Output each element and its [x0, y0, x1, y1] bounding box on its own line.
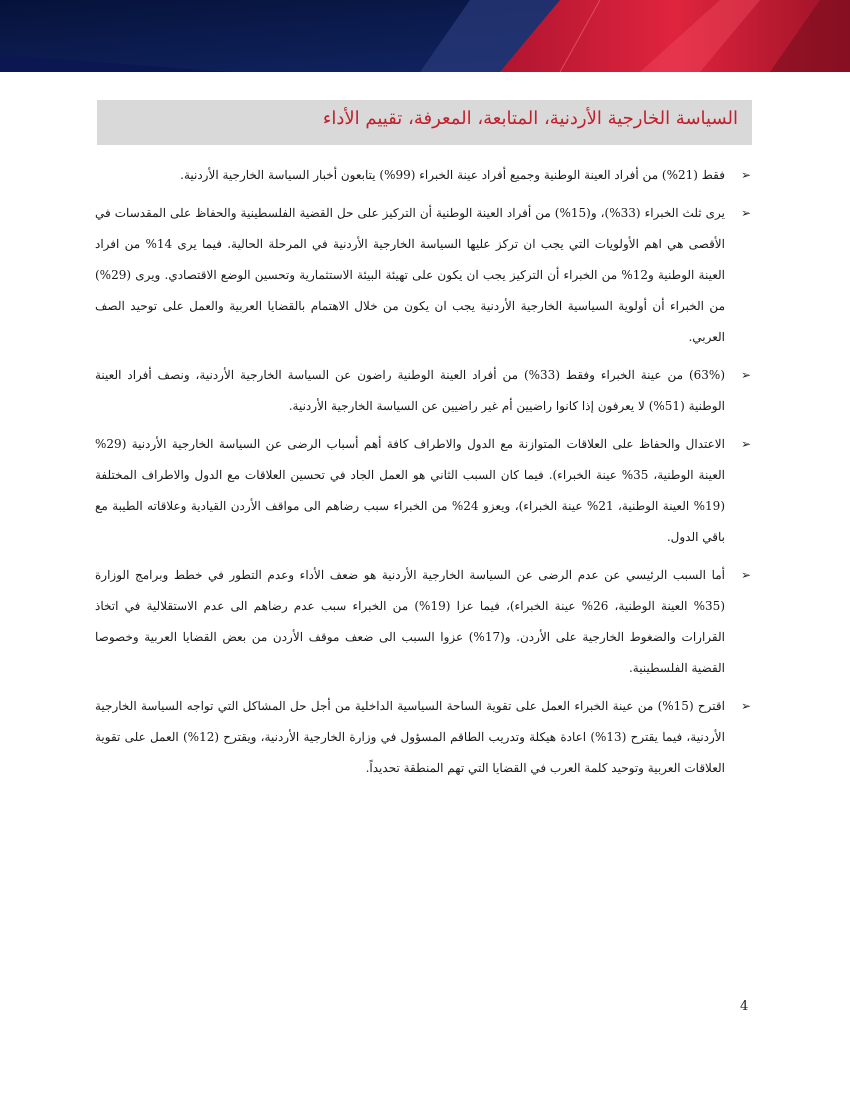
arrowhead-bullet-icon: ➢: [740, 568, 751, 582]
list-item-text: يرى ثلث الخبراء (33%)، و(15%) من أفراد العينة الوطنية أن التركيز على حل القضية الفلسطينية والحفاظ على المقدسات في الأقصى هي اهم الأولويات التي يجب ان تركز عليها السياسة الخارجية الأردنية في المرحلة الحالية. فيما يرى 14% من افراد العينة الوطنية و12% من الخبراء أن التركيز يجب ان يكون على تهيئة البيئة الاستثمارية وتحسين الوضع الاقتصادي. ويرى (29%) من الخبراء أن أولوية السياسية الخارجية الأردنية يجب ان يكون من خلال الاهتمام بالقضايا العربية والعمل على توحيد الصف العربي.: [95, 206, 726, 344]
list-item: [95, 360, 751, 422]
list-item-text: الاعتدال والحفاظ على العلاقات المتوازنة مع الدول والاطراف كافة أهم أسباب الرضى عن السياسة الخارجية الأردنية (29% العينة الوطنية، 35% عينة الخبراء). فيما كان السبب الثاني هو العمل الجاد في تحسين العلاقات مع الدول والاطراف المختلفة (19% العينة الوطنية، 21% عينة الخبراء)، ويعزو 24% من الخبراء سبب رضاهم الى مواقف الأردن القيادية وعلاقاته الطيبة مع باقي الدول.: [95, 437, 726, 544]
list-item: [95, 560, 751, 684]
banner-graphic: [0, 0, 850, 72]
bullet-list: [95, 160, 751, 784]
arrowhead-bullet-icon: ➢: [740, 368, 751, 382]
list-item: [95, 429, 751, 553]
list-item: [95, 691, 751, 784]
list-item-text: أما السبب الرئيسي عن عدم الرضى عن السياسة الخارجية الأردنية هو ضعف الأداء وعدم التطور في خطط وبرامج الوزارة (35% العينة الوطنية، 26% عينة الخبراء)، فيما عزا (19%) من الخبراء سبب عدم رضاهم الى عدم الاستقلالية في اتخاذ القرارات والضغوط الخارجية على الأردن. و(17%) عزوا السبب الى ضعف موقف الأردن من بعض القضايا العربية وخصوصا القضية الفلسطينية.: [95, 568, 726, 675]
arrowhead-bullet-icon: ➢: [740, 699, 751, 713]
arrowhead-bullet-icon: ➢: [740, 437, 751, 451]
list-item-text: فقط (21%) من أفراد العينة الوطنية وجميع أفراد عينة الخبراء (99%) يتابعون أخبار السياسة الخارجية الأردنية.: [180, 168, 725, 182]
list-item: [95, 160, 751, 191]
page-number: 4: [740, 999, 749, 1014]
arrowhead-bullet-icon: ➢: [740, 206, 751, 220]
header-banner: [0, 0, 850, 72]
section-title-box: [97, 100, 752, 145]
list-item-text: (63%) من عينة الخبراء وفقط (33%) من أفراد العينة الوطنية راضون عن السياسة الخارجية الأردنية، ونصف أفراد العينة الوطنية (51%) لا يعرفون إذا كانوا راضيين أم غير راضيين عن السياسة الخارجية الأردنية.: [95, 368, 725, 413]
list-item-text: اقترح (15%) من عينة الخبراء العمل على تقوية الساحة السياسية الداخلية من أجل حل المشاكل التي تواجه السياسة الخارجية الأردنية، فيما يقترح (13%) اعادة هيكلة وتدريب الطاقم المسؤول في وزارة الخارجية الأردنية، ويقترح (12%) العمل على تقوية العلاقات العربية وتوحيد كلمة العرب في القضايا التي تهم المنطقة تحديداً.: [95, 699, 725, 775]
list-item: [95, 198, 751, 353]
page-title: السياسة الخارجية الأردنية، المتابعة، المعرفة، تقييم الأداء: [322, 108, 738, 129]
arrowhead-bullet-icon: ➢: [740, 168, 751, 182]
